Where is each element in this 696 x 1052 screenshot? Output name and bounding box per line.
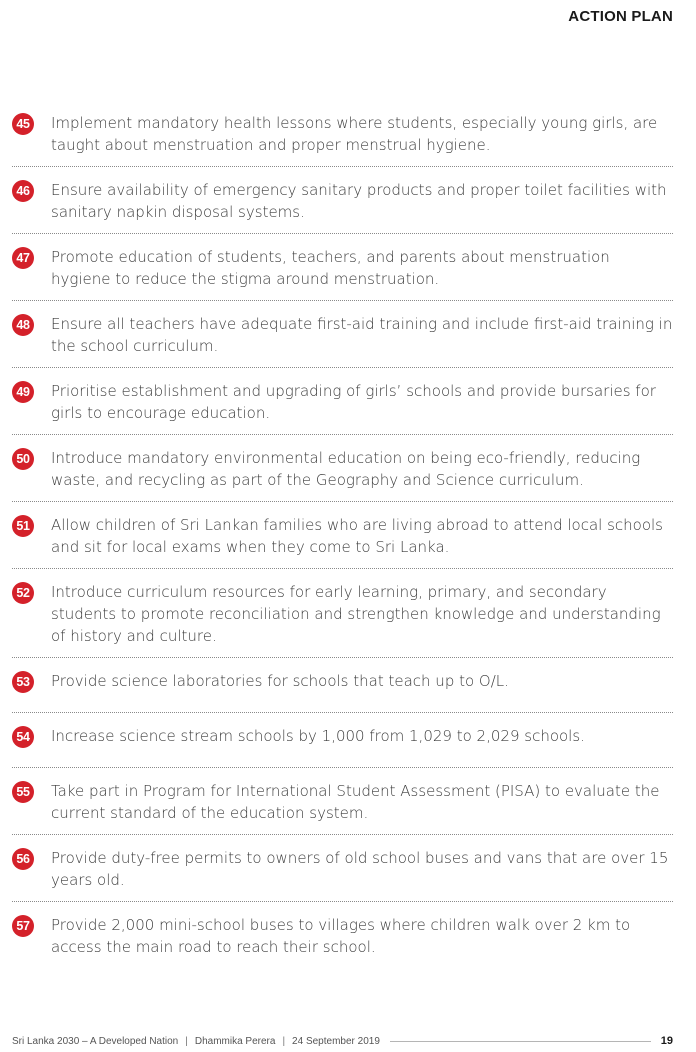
page-number: 19	[660, 1035, 673, 1047]
item-number-badge: 45	[12, 113, 34, 135]
action-item	[12, 313, 673, 368]
item-text: Provide science laboratories for schools that teach up to O/L.	[51, 672, 509, 690]
item-text: Promote education of students, teachers, and parents about menstruation hygiene to reduce the stigma around menstruation.	[51, 248, 610, 288]
item-text: Allow children of Sri Lankan families who are living abroad to attend local schools and sit for local exams when they come to Sri Lanka.	[51, 516, 663, 556]
item-number-badge: 57	[12, 915, 34, 937]
item-text: Provide 2,000 mini-school buses to villages where children walk over 2 km to access the main road to reach their school.	[51, 916, 631, 956]
item-number-badge: 55	[12, 781, 34, 803]
item-number-badge: 54	[12, 726, 34, 748]
item-text: Provide duty-free permits to owners of old school buses and vans that are over 15 years old.	[51, 849, 669, 889]
action-item	[12, 112, 673, 167]
item-number-badge: 52	[12, 582, 34, 604]
footer-author: Dhammika Perera	[194, 1035, 276, 1047]
action-item	[12, 581, 673, 658]
footer-rule	[390, 1041, 651, 1042]
action-item	[12, 246, 673, 301]
item-text: Increase science stream schools by 1,000 from 1,029 to 2,029 schools.	[51, 727, 585, 745]
action-item	[12, 514, 673, 569]
item-number-badge: 56	[12, 848, 34, 870]
item-number-badge: 48	[12, 314, 34, 336]
action-item	[12, 780, 673, 835]
footer-separator: |	[282, 1035, 286, 1047]
action-item	[12, 847, 673, 902]
item-number-badge: 49	[12, 381, 34, 403]
action-item	[12, 380, 673, 435]
action-list	[12, 112, 673, 980]
item-text: Ensure all teachers have adequate first-aid training and include first-aid training in the school curriculum.	[51, 315, 673, 355]
action-item	[12, 725, 673, 768]
item-number-badge: 53	[12, 671, 34, 693]
action-item	[12, 447, 673, 502]
item-text: Ensure availability of emergency sanitary products and proper toilet facilities with sanitary napkin disposal systems.	[51, 181, 667, 221]
page-footer	[12, 1035, 673, 1047]
item-number-badge: 46	[12, 180, 34, 202]
action-item	[12, 914, 673, 968]
page-section-title: ACTION PLAN	[568, 8, 673, 25]
footer-date: 24 September 2019	[292, 1035, 380, 1047]
item-number-badge: 51	[12, 515, 34, 537]
item-text: Introduce mandatory environmental education on being eco-friendly, reducing waste, and recycling as part of the Geography and Science curriculum.	[51, 449, 641, 489]
item-number-badge: 50	[12, 448, 34, 470]
action-item	[12, 670, 673, 713]
item-number-badge: 47	[12, 247, 34, 269]
item-text: Introduce curriculum resources for early learning, primary, and secondary students to promote reconciliation and strengthen knowledge and understanding of history and culture.	[51, 583, 661, 645]
item-text: Prioritise establishment and upgrading of girls’ schools and provide bursaries for girls to encourage education.	[51, 382, 656, 422]
action-item	[12, 179, 673, 234]
item-text: Implement mandatory health lessons where students, especially young girls, are taught about menstruation and proper menstrual hygiene.	[51, 114, 658, 154]
item-text: Take part in Program for International Student Assessment (PISA) to evaluate the current standard of the education system.	[51, 782, 660, 822]
footer-separator: |	[185, 1035, 188, 1047]
footer-document-title: Sri Lanka 2030 – A Developed Nation	[12, 1035, 179, 1047]
